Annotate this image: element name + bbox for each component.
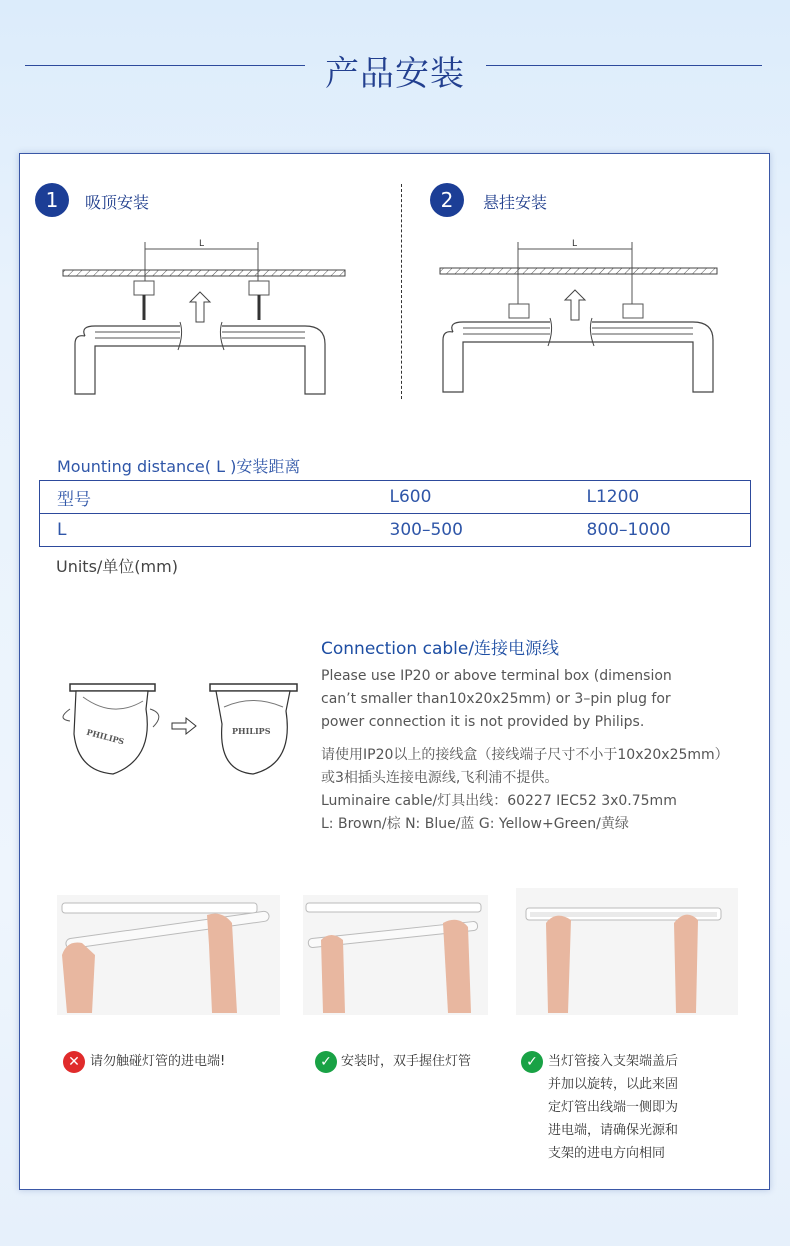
check-icon: ✓ xyxy=(315,1051,337,1073)
note-line: 支架的进电方向相同 xyxy=(548,1146,666,1161)
text-line: L: Brown/棕 N: Blue/蓝 G: Yellow+Green/黄绿 xyxy=(321,816,629,832)
step-2-badge: 2 xyxy=(430,183,464,217)
units-note: Units/单位(mm) xyxy=(56,557,178,576)
text-line: can’t smaller than10x20x25mm) or 3–pin plug for xyxy=(321,691,671,707)
text-line: power connection it is not provided by Philips. xyxy=(321,714,645,730)
connection-cn-text xyxy=(321,744,729,836)
text-line: Luminaire cable/灯具出线：60227 IEC52 3x0.75mm xyxy=(321,793,677,809)
note-rotate-tube xyxy=(548,1050,678,1165)
suspended-mount-diagram xyxy=(435,234,735,404)
page-title: 产品安装 xyxy=(325,54,465,94)
install-photo-3 xyxy=(516,888,738,1015)
connection-en-text xyxy=(321,665,672,734)
mounting-spec-table xyxy=(39,480,751,547)
table-header-row xyxy=(40,481,751,514)
section-header xyxy=(0,40,790,100)
check-icon: ✓ xyxy=(521,1051,543,1073)
philips-logo-text: PHILIPS xyxy=(85,726,126,747)
table-cell: 型号 xyxy=(40,481,373,514)
table-row xyxy=(40,514,751,547)
ceiling-mount-diagram xyxy=(50,234,350,404)
note-hold-both-hands xyxy=(341,1050,471,1073)
note-line: 定灯管出线端一侧即为 xyxy=(548,1100,679,1115)
philips-logo-text: PHILIPS xyxy=(232,726,271,736)
table-cell: L600 xyxy=(373,481,570,514)
table-cell: L1200 xyxy=(570,481,751,514)
text-line: Please use IP20 or above terminal box (dimension xyxy=(321,668,672,684)
note-line: 并加以旋转，以此来固 xyxy=(548,1077,679,1092)
table-cell: 800–1000 xyxy=(586,520,671,540)
step-1-label: 吸顶安装 xyxy=(85,193,150,212)
note-line: 请勿触碰灯管的进电端! xyxy=(90,1054,226,1069)
install-photo-2 xyxy=(303,895,488,1015)
text-line: 请使用IP20以上的接线盒（接线端子尺寸不小于10x20x25mm） xyxy=(321,747,729,763)
header-rule-right xyxy=(486,65,762,66)
step-divider xyxy=(401,184,402,399)
note-do-not-touch xyxy=(90,1050,225,1073)
note-line: 进电端，请确保光源和 xyxy=(548,1123,679,1138)
note-line: 当灯管接入支架端盖后 xyxy=(548,1054,679,1069)
dimension-label: L xyxy=(572,239,578,249)
step-2-label: 悬挂安装 xyxy=(483,193,548,212)
connection-title: Connection cable/连接电源线 xyxy=(321,639,560,659)
terminal-box-diagram xyxy=(58,679,303,784)
note-line: 安装时，双手握住灯管 xyxy=(341,1054,472,1069)
text-line: 或3相插头连接电源线,飞利浦不提供。 xyxy=(321,770,559,786)
cross-icon: ✕ xyxy=(63,1051,85,1073)
content-card xyxy=(19,153,770,1190)
install-photo-1 xyxy=(57,895,280,1015)
dimension-label: L xyxy=(199,239,205,249)
table-cell: L xyxy=(57,520,67,540)
step-1-badge: 1 xyxy=(35,183,69,217)
table-cell: 300–500 xyxy=(389,520,463,540)
mounting-distance-title: Mounting distance( L )安装距离 xyxy=(57,457,301,476)
